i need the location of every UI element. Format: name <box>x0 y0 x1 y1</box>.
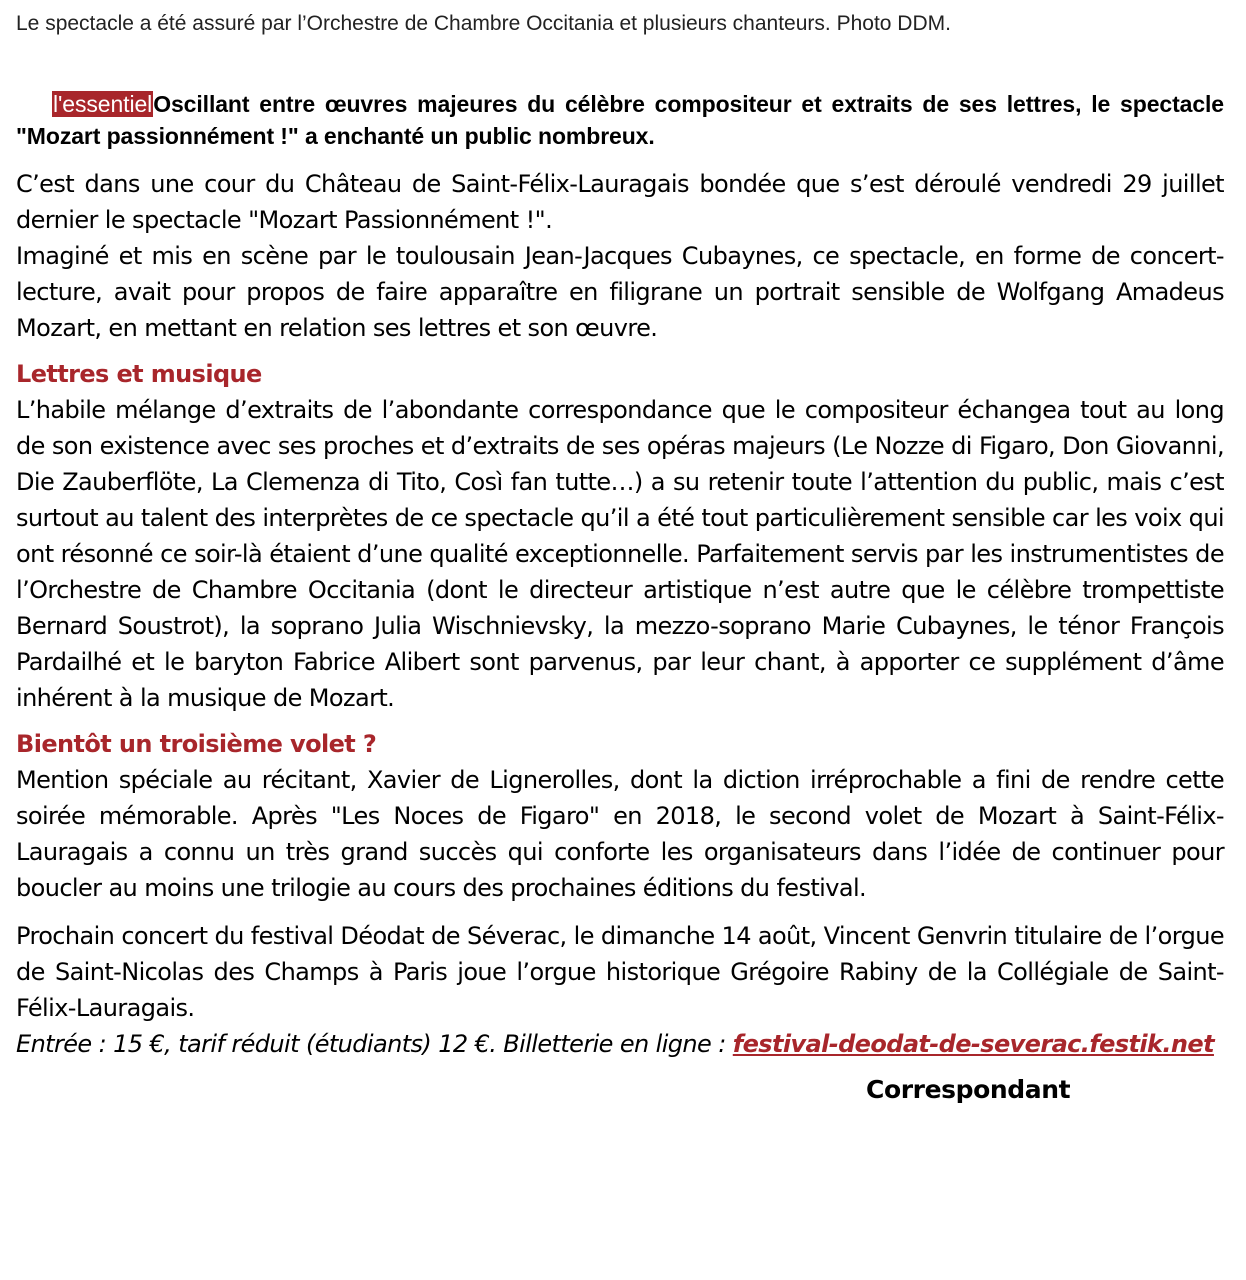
section-heading-troisieme-volet: Bientôt un troisième volet ? <box>16 730 377 758</box>
ticket-info <box>16 1030 1214 1058</box>
lead-paragraph <box>16 88 1224 152</box>
intro-text-2: Imaginé et mis en scène par le toulousain Jean-Jacques Cubaynes, ce spectacle, en forme de concert-lecture, avait pour propos de faire apparaître en filigrane un portrait sensible de Wolfgang Amadeus Mozart, en mettant en relation ses lettres et son œuvre. <box>16 242 1224 342</box>
intro-text-1: C’est dans une cour du Château de Saint-Félix-Lauragais bondée que s’est déroulé vendredi 29 juillet dernier le spectacle "Mozart Passionnément !". <box>16 170 1224 234</box>
ticket-price-text: Entrée : 15 €, tarif réduit (étudiants) 12 €. Billetterie en ligne : <box>16 1030 733 1058</box>
ticketing-link[interactable]: festival-deodat-de-severac.festik.net <box>732 1030 1214 1058</box>
author-signature: Correspondant <box>866 1075 1071 1104</box>
lead-text: Oscillant entre œuvres majeures du célèbre compositeur et extraits de ses lettres, le spectacle "Mozart passionnément !" a enchanté un public nombreux. <box>16 91 1224 149</box>
section-heading-lettres: Lettres et musique <box>16 360 262 388</box>
article <box>16 0 1224 1108</box>
essentiel-badge: l'essentiel <box>53 91 153 117</box>
section-paragraph-lettres: L’habile mélange d’extraits de l’abondante correspondance que le compositeur échangea tout au long de son existence avec ses proches et d’extraits de ses opéras majeurs (Le Nozze di Figaro, Don Giovanni, Die Zauberflöte, La Clemenza di Tito, Così fan tutte…) a su retenir toute l’attention du public, mais c’est surtout au talent des interprètes de ce spectacle qu’il a été tout particulièrement sensible car les voix qui ont résonné ce soir-là étaient d’une qualité exceptionnelle. Parfaitement servis par les instrumentistes de l’Orchestre de Chambre Occitania (dont le directeur artistique n’est autre que le célèbre trompettiste Bernard Soustrot), la soprano Julia Wischnievsky, la mezzo-soprano Marie Cubaynes, le ténor François Pardailhé et le baryton Fabrice Alibert sont parvenus, par leur chant, à apporter ce supplément d’âme inhérent à la musique de Mozart. <box>16 396 1224 712</box>
photo-caption: Le spectacle a été assuré par l’Orchestre de Chambre Occitania et plusieurs chanteurs. Photo DDM. <box>16 12 951 35</box>
next-concert-paragraph <box>16 918 1224 1062</box>
section-paragraph-troisieme-volet: Mention spéciale au récitant, Xavier de Lignerolles, dont la diction irréprochable a fini de rendre cette soirée mémorable. Après "Les Noces de Figaro" en 2018, le second volet de Mozart à Saint-Félix-Lauragais a connu un très grand succès qui conforte les organisateurs dans l’idée de continuer pour boucler au moins une trilogie au cours des prochaines éditions du festival. <box>16 766 1224 902</box>
intro-paragraph <box>16 166 1224 346</box>
next-concert-text: Prochain concert du festival Déodat de Séverac, le dimanche 14 août, Vincent Genvrin titulaire de l’orgue de Saint-Nicolas des Champs à Paris joue l’orgue historique Grégoire Rabiny de la Collégiale de Saint-Félix-Lauragais. <box>16 922 1224 1022</box>
